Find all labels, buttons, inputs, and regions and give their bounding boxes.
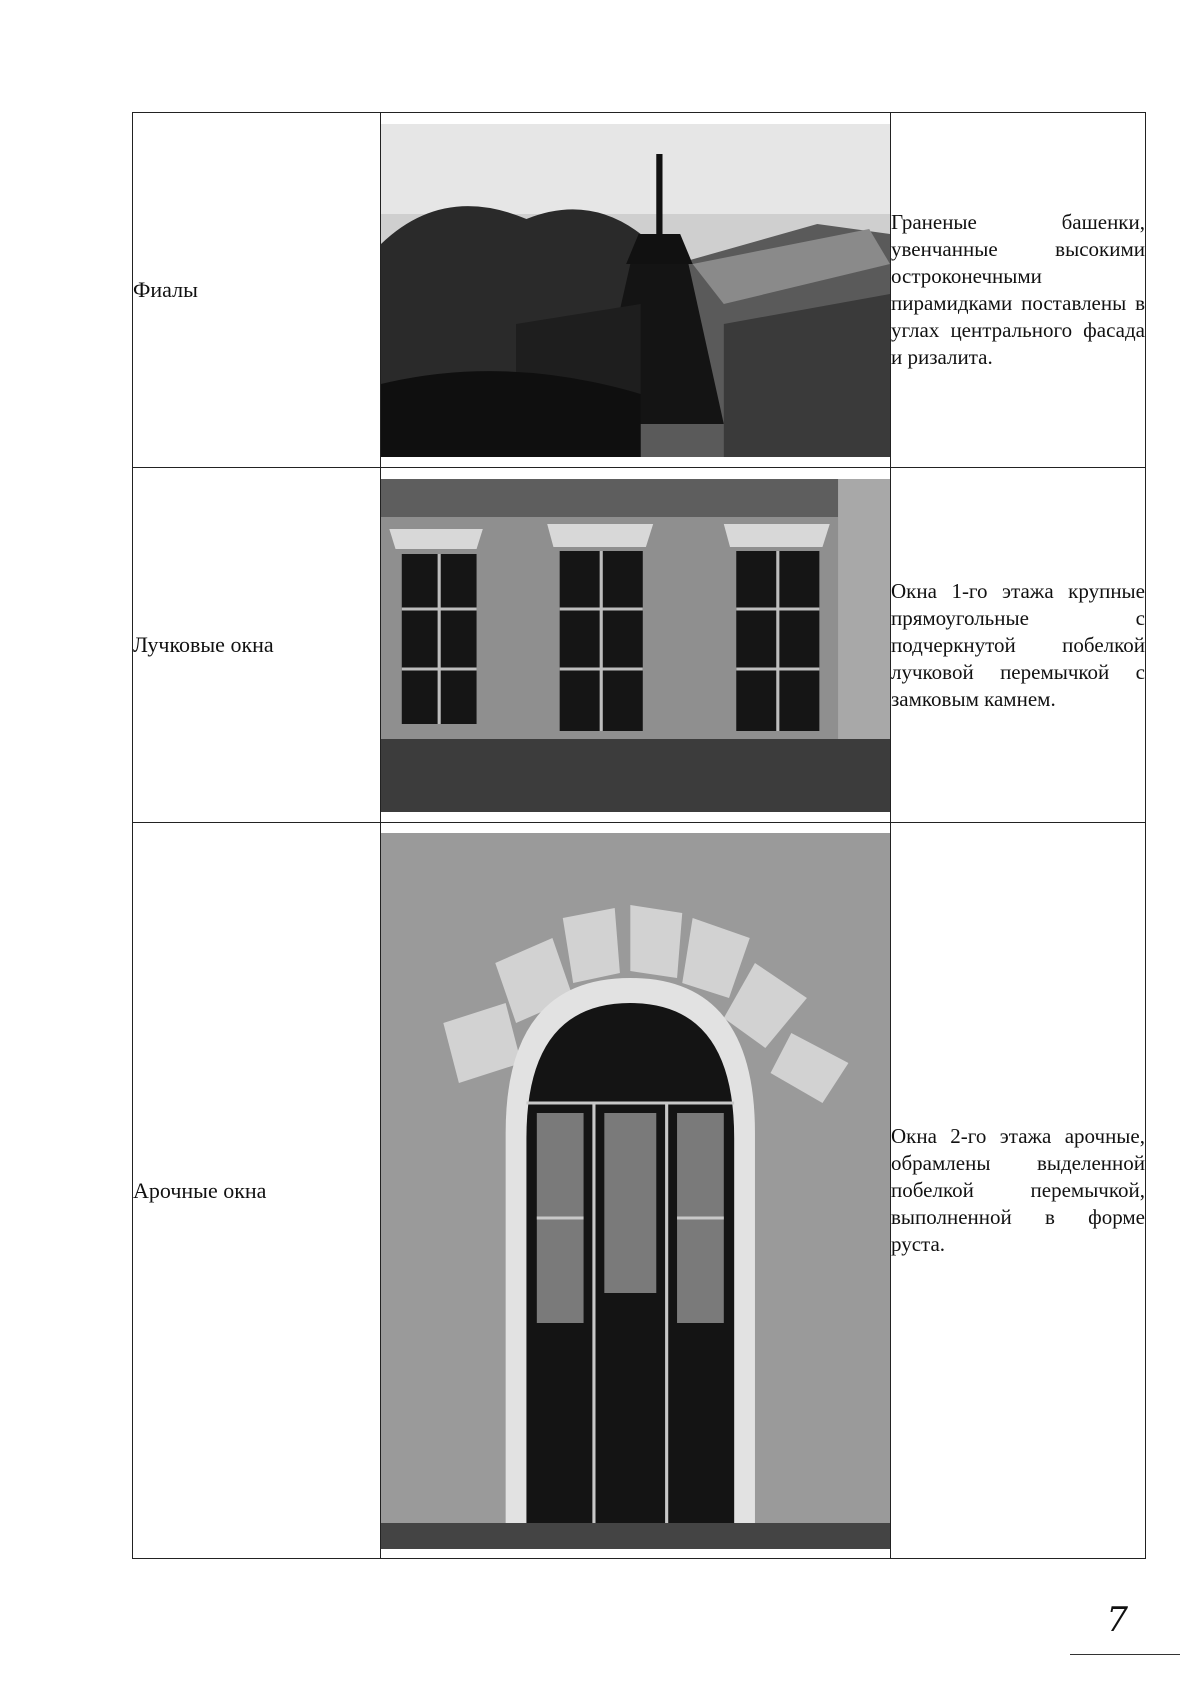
- feature-description: Окна 1-го этажа крупные прямоугольные с подчеркнутой побелкой лучковой перемычкой с замковым камнем.: [891, 578, 1145, 711]
- page-number-rule: [1070, 1654, 1180, 1655]
- spire-tower-photo: [381, 124, 890, 457]
- table-row: [133, 113, 1146, 468]
- table-row: [133, 468, 1146, 823]
- table-row: [133, 823, 1146, 1559]
- feature-name: Фиалы: [133, 113, 381, 468]
- feature-description: Граненые башенки, увенчанные высокими остроконечными пирамидками поставлены в углах центрального фасада и ризалита.: [891, 210, 1145, 369]
- page-number: 7: [1106, 1600, 1128, 1640]
- segmental-windows-photo: [381, 479, 890, 812]
- feature-name: Лучковые окна: [133, 468, 381, 823]
- features-table: [132, 112, 1146, 1559]
- feature-name: Арочные окна: [133, 823, 381, 1559]
- feature-description: Окна 2-го этажа арочные, обрамлены выделенной побелкой перемычкой, выполненной в форме руста.: [891, 1124, 1145, 1256]
- arched-window-photo: [381, 833, 890, 1549]
